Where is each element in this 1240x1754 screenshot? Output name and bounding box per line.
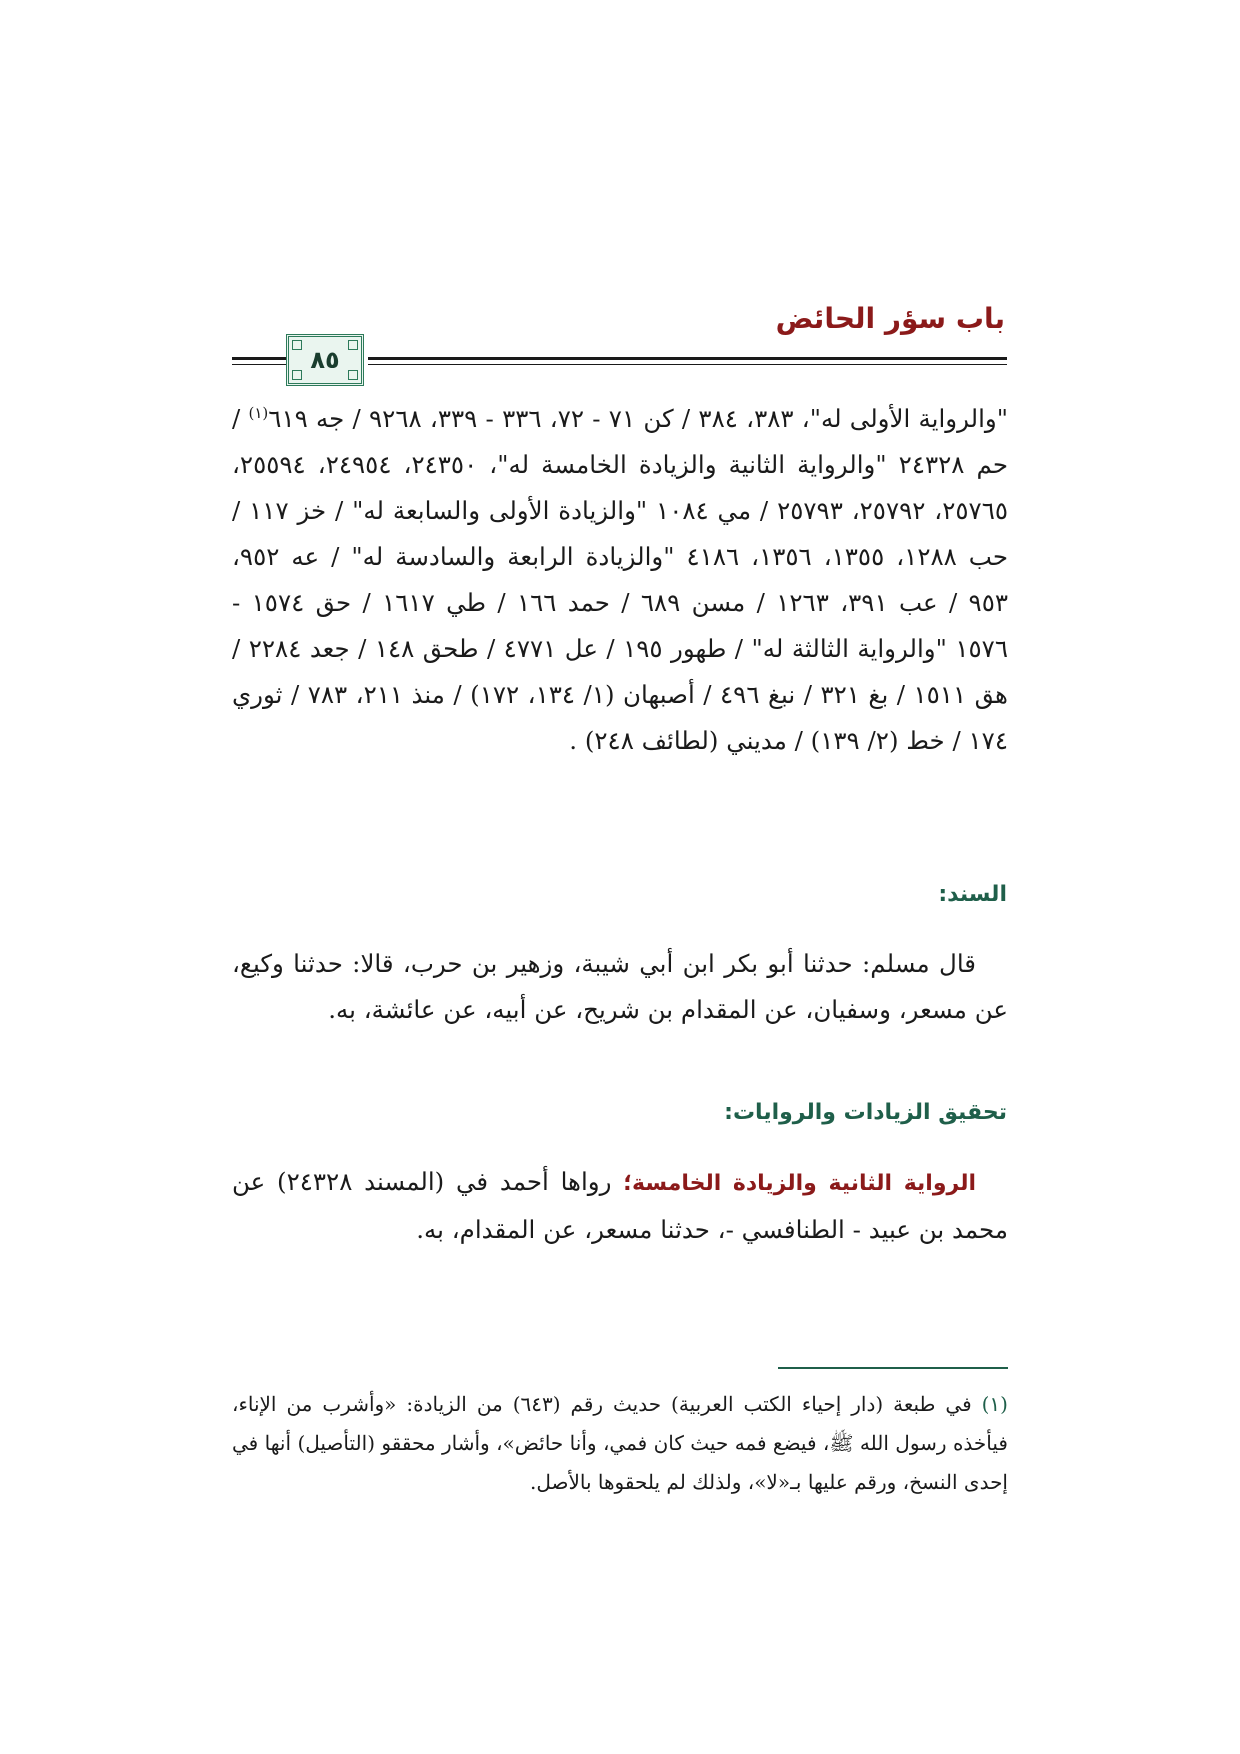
header-rule-left-thin [232, 364, 286, 365]
takhrij-text-part1: "والرواية الأولى له"، ٣٨٣، ٣٨٤ / كن ٧١ - ٧٢، ٣٣٦ - ٣٣٩، ٩٢٦٨ / جه ٦١٩ [268, 404, 1009, 433]
page-number: ٨٥ [310, 346, 340, 374]
sanad-heading: السند: [938, 882, 1007, 907]
riwaya-label: الرواية الثانية والزيادة الخامسة؛ [623, 1171, 976, 1196]
ornament-corner-icon [348, 370, 358, 380]
ornament-corner-icon [292, 340, 302, 350]
footnote-marker: (١) [981, 1392, 1008, 1416]
footnote-reference[interactable]: (١) [248, 403, 269, 422]
takhrij-paragraph [232, 396, 1008, 764]
chapter-title: باب سؤر الحائض [775, 302, 1005, 335]
footnote-text: في طبعة (دار إحياء الكتب العربية) حديث رقم (٦٤٣) من الزيادة: «وأشرب من الإناء، فيأخذه رسول الله ﷺ، فيضع فمه حيث كان فمي، وأنا حائض»، وأشار محققو (التأصيل) أنها في إحدى النسخ، ورقم عليها بـ«لا»، ولذلك لم يلحقوها بالأصل. [232, 1392, 1008, 1494]
page-number-badge [286, 334, 364, 386]
header-rule-thin [368, 364, 1007, 365]
header-rule-left-thick [232, 357, 286, 360]
sanad-paragraph [232, 941, 1008, 1033]
footnote [232, 1385, 1008, 1502]
riwaya-paragraph [232, 1159, 1008, 1253]
footnote-separator [778, 1367, 1008, 1369]
sanad-text: قال مسلم: حدثنا أبو بكر ابن أبي شيبة، وزهير بن حرب، قالا: حدثنا وكيع، عن مسعر، وسفيان، عن المقدام بن شريح، عن أبيه، عن عائشة، به. [232, 949, 1008, 1024]
header-rule-thick [368, 357, 1007, 360]
ornament-corner-icon [292, 370, 302, 380]
riwaya-text: رواها أحمد في (المسند ٢٤٣٢٨) عن محمد بن عبيد - الطنافسي -، حدثنا مسعر، عن المقدام، به. [232, 1167, 1008, 1244]
ornament-corner-icon [348, 340, 358, 350]
tahqiq-heading: تحقيق الزيادات والروايات: [724, 1100, 1007, 1125]
takhrij-text-part2: / حم ٢٤٣٢٨ "والرواية الثانية والزيادة الخامسة له"، ٢٤٣٥٠، ٢٤٩٥٤، ٢٥٥٩٤، ٢٥٧٦٥، ٢٥٧٩٢، ٢٥٧٩٣ / مي ١٠٨٤ "والزيادة الأولى والسابعة له" / خز ١١٧ / حب ١٢٨٨، ١٣٥٥، ١٣٥٦، ٤١٨٦ "والزيادة الرابعة والسادسة له" / عه ٩٥٢، ٩٥٣ / عب ٣٩١، ١٢٦٣ / مسن ٦٨٩ / حمد ١٦٦ / طي ١٦١٧ / حق ١٥٧٤ - ١٥٧٦ "والرواية الثالثة له" / طهور ١٩٥ / عل ٤٧٧١ / طحق ١٤٨ / جعد ٢٢٨٤ / هق ١٥١١ / بغ ٣٢١ / نبغ ٤٩٦ / أصبهان (١/ ١٣٤، ١٧٢) / منذ ٢١١، ٧٨٣ / ثوري ١٧٤ / خط (٢/ ١٣٩) / مديني (لطائف ٢٤٨) . [232, 404, 1009, 755]
